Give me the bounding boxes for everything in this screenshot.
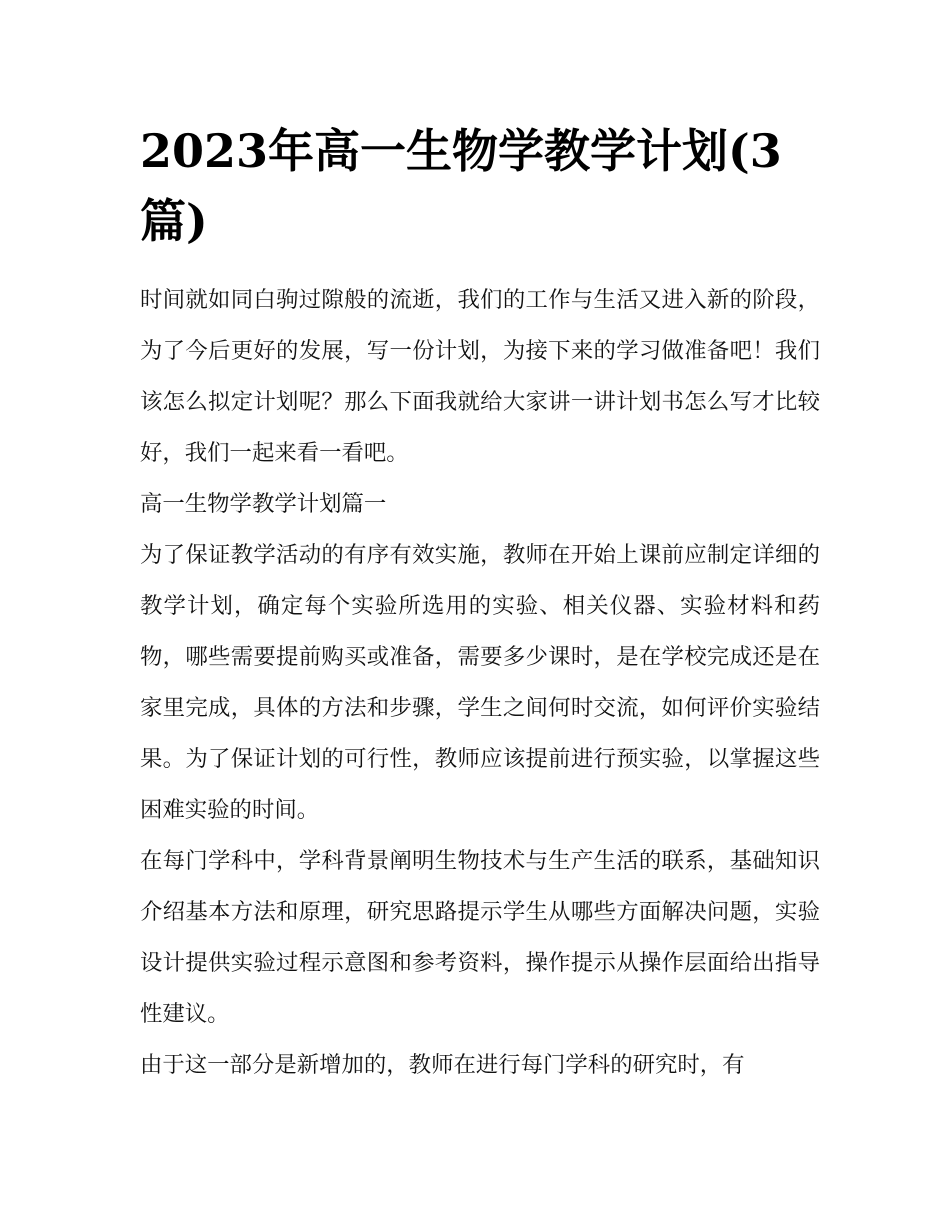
body-paragraph-1: 为了保证教学活动的有序有效实施，教师在开始上课前应制定详细的教学计划，确定每个实验所选用的实验、相关仪器、实验材料和药物，哪些需要提前购买或准备，需要多少课时，是在学校完成还是在家里完成，具体的方法和步骤，学生之间何时交流，如何评价实验结果。为了保证计划的可行性，教师应该提前进行预实验，以掌握这些困难实验的时间。 bbox=[140, 542, 820, 823]
body-paragraph-2: 在每门学科中，学科背景阐明生物技术与生产生活的联系，基础知识介绍基本方法和原理，研究思路提示学生从哪些方面解决问题，实验设计提供实验过程示意图和参考资料，操作提示从操作层面给出指导性建议。 bbox=[140, 848, 820, 1027]
document-title: 2023年高一生物学教学计划(3篇) bbox=[140, 124, 782, 248]
section-heading: 高一生物学教学计划篇一 bbox=[140, 491, 387, 517]
body-paragraph-3: 由于这一部分是新增加的，教师在进行每门学科的研究时，有 bbox=[140, 1052, 745, 1078]
intro-paragraph: 时间就如同白驹过隙般的流逝，我们的工作与生活又进入新的阶段，为了今后更好的发展，写一份计划，为接下来的学习做准备吧！我们该怎么拟定计划呢？那么下面我就给大家讲一讲计划书怎么写才比较好，我们一起来看一看吧。 bbox=[140, 287, 820, 466]
